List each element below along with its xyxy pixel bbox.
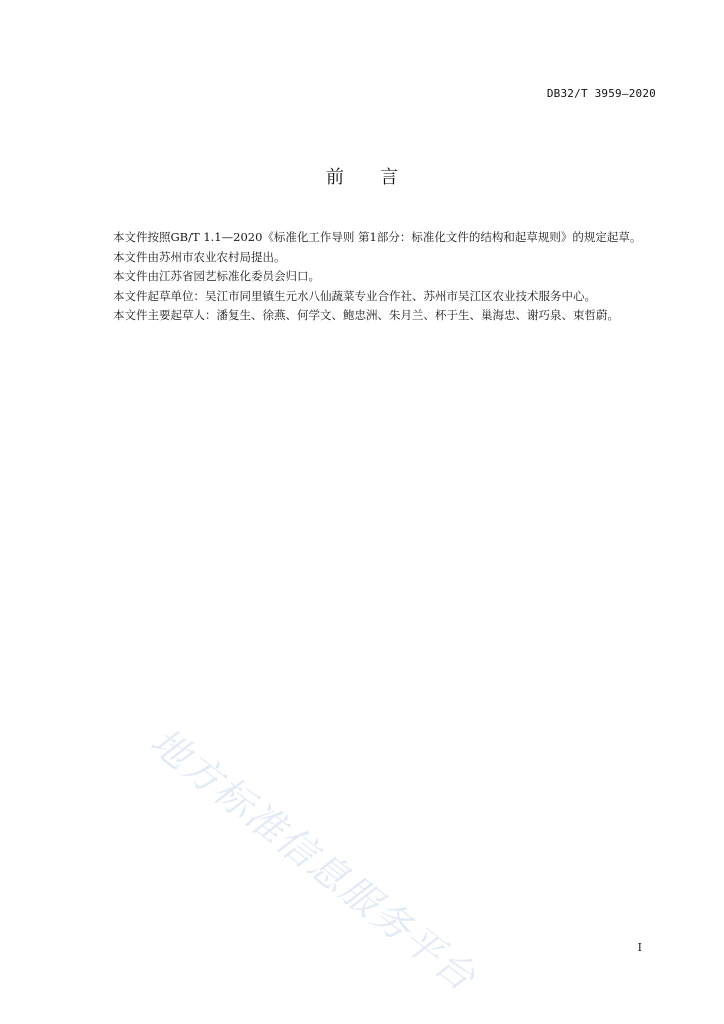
preface-body (88, 228, 658, 326)
paragraph-centralized-unit: 本文件由江苏省园艺标准化委员会归口。 (113, 269, 320, 283)
paragraph-drafting-rules: 本文件按照GB/T 1.1—2020《标准化工作导则 第1部分：标准化文件的结构和起草规则》的规定起草。 (113, 230, 642, 244)
document-code: DB32/T 3959—2020 (546, 87, 656, 100)
watermark: 地方标准信息服务平台 (142, 719, 485, 1001)
paragraph-proposer: 本文件由苏州市农业农村局提出。 (113, 249, 286, 264)
page-title: 前 言 (326, 167, 398, 188)
paragraph-drafters: 本文件主要起草人：潘复生、徐燕、何学文、鲍忠洲、朱月兰、杯于生、巢海忠、谢巧泉、束哲蔚。 (113, 308, 619, 322)
page-number: I (637, 941, 642, 954)
paragraph-drafting-units: 本文件起草单位：吴江市同里镇生元水八仙蔬菜专业合作社、苏州市吴江区农业技术服务中心。 (113, 288, 596, 303)
